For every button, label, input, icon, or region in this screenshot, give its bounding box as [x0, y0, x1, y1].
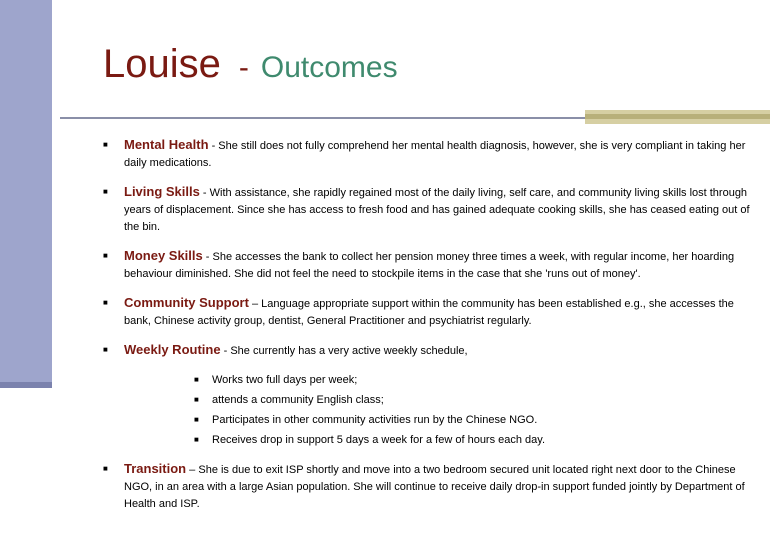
title-accent-block — [585, 110, 770, 124]
item-heading: Weekly Routine — [124, 342, 221, 357]
item-text: Language appropriate support within the community has been established e.g., she accesses the bank, Chinese activity group, dentist, General Practitioner and psychiatrist regularly. — [124, 298, 734, 327]
left-accent-bar — [0, 0, 52, 384]
list-item-living-skills — [100, 183, 755, 236]
item-separator: - — [208, 140, 219, 152]
square-bullet-icon: ■ — [103, 298, 108, 307]
square-bullet-icon: ■ — [103, 345, 108, 354]
list-item-transition — [100, 460, 755, 513]
square-bullet-icon: ■ — [194, 435, 199, 444]
list-item-mental-health — [100, 136, 755, 172]
left-accent-bar-shadow — [0, 382, 52, 388]
item-separator: - — [202, 251, 213, 263]
item-text: She is due to exit ISP shortly and move into a two bedroom secured unit located right next door to the Chinese NGO, in an area with a large Asian population. She will continue to receive daily drop-in support funded jointly by Department of Health and ISP. — [124, 464, 745, 510]
list-item-weekly-routine — [100, 341, 755, 450]
square-bullet-icon: ■ — [103, 140, 108, 149]
square-bullet-icon: ■ — [103, 464, 108, 473]
list-item-community-support — [100, 294, 755, 330]
sub-item-text: attends a community English class; — [212, 394, 384, 406]
item-heading: Money Skills — [124, 248, 203, 263]
slide-title — [103, 44, 398, 84]
sub-item-text: Receives drop in support 5 days a week for a few of hours each day. — [212, 434, 546, 446]
sub-list-item — [194, 410, 755, 430]
square-bullet-icon: ■ — [103, 251, 108, 260]
title-separator: - — [238, 51, 249, 84]
title-subtitle: Outcomes — [260, 51, 398, 84]
item-text: With assistance, she rapidly regained most of the daily living, self care, and community living skills lost through years of displacement. Since she has access to fresh food and has gained adequate cooking skills, she has ceased eating out of the bin. — [124, 187, 750, 233]
title-main: Louise — [103, 42, 221, 86]
title-accent-stripe — [585, 114, 770, 119]
item-text: She currently has a very active weekly schedule, — [230, 345, 468, 357]
sub-item-text: Works two full days per week; — [212, 374, 358, 386]
square-bullet-icon: ■ — [194, 375, 199, 384]
list-item-money-skills — [100, 247, 755, 283]
weekly-routine-sublist — [194, 370, 755, 450]
item-separator: - — [199, 187, 210, 199]
item-heading: Transition — [124, 461, 187, 476]
item-separator: - — [220, 345, 231, 357]
sub-list-item — [194, 370, 755, 390]
item-heading: Community Support — [124, 295, 249, 310]
sub-list-item — [194, 430, 755, 450]
item-separator: – — [248, 298, 262, 310]
item-heading: Mental Health — [124, 137, 209, 152]
bullet-list — [100, 136, 755, 513]
square-bullet-icon: ■ — [194, 395, 199, 404]
item-heading: Living Skills — [124, 184, 200, 199]
square-bullet-icon: ■ — [103, 187, 108, 196]
square-bullet-icon: ■ — [194, 415, 199, 424]
sub-list-item — [194, 390, 755, 410]
sub-item-text: Participates in other community activities run by the Chinese NGO. — [212, 414, 538, 426]
item-text: She still does not fully comprehend her mental health diagnosis, however, she is very compliant in taking her daily medications. — [124, 140, 746, 169]
item-text: She accesses the bank to collect her pension money three times a week, with regular income, her hoarding behaviour diminished. She did not feel the need to stockpile items in the case that she 'runs out of money'. — [124, 251, 735, 280]
item-separator: – — [186, 464, 199, 476]
